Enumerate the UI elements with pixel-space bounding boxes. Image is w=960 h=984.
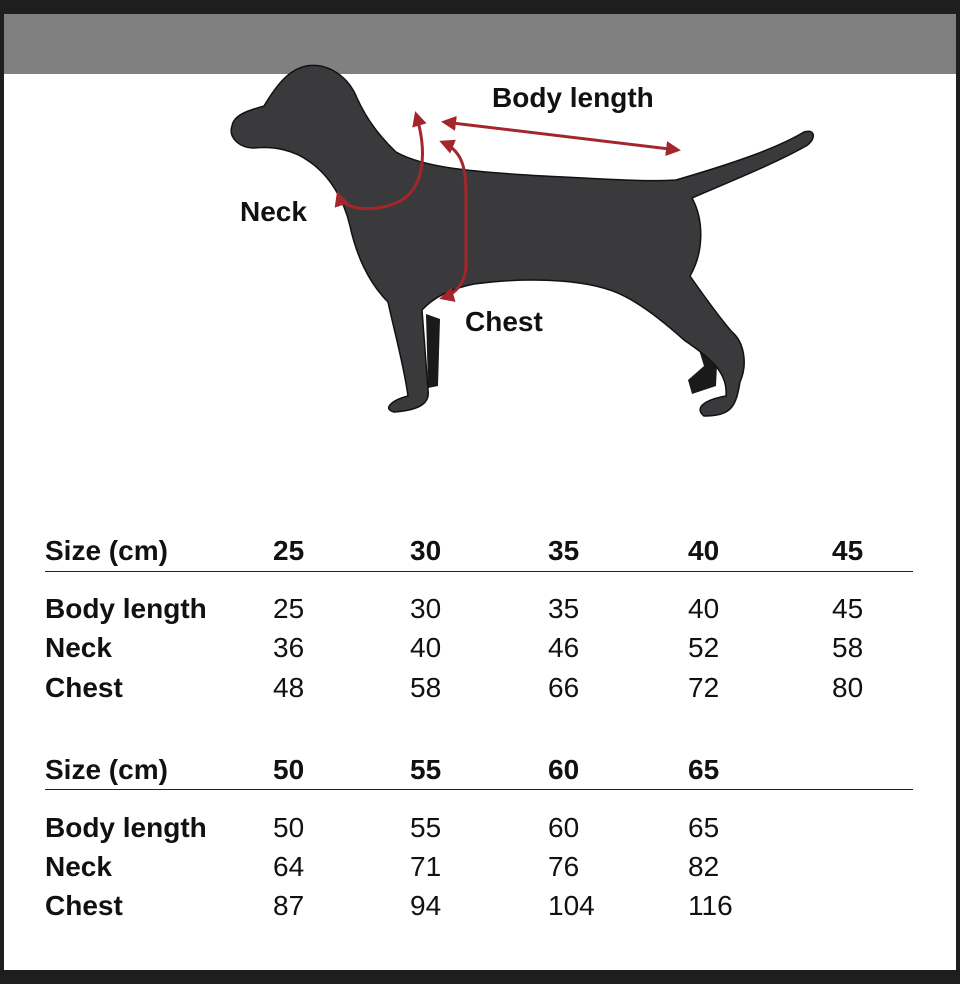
table-cell: 40	[410, 632, 442, 663]
table-cell: 46	[548, 632, 580, 663]
row-label: Neck	[45, 851, 112, 882]
table-cell: 30	[410, 593, 442, 624]
row-label: Body length	[45, 812, 207, 843]
body-length-label: Body length	[492, 82, 654, 113]
table-cell: 104	[548, 890, 595, 921]
size-chart-card	[4, 14, 956, 970]
table-cell: 35	[548, 593, 580, 624]
table-cell: 55	[410, 812, 442, 843]
table-cell: 50	[273, 812, 305, 843]
neck-label: Neck	[240, 196, 307, 227]
table-cell: 58	[410, 672, 442, 703]
table-cell: 58	[832, 632, 864, 663]
table-cell: 45	[832, 593, 864, 624]
row-label: Neck	[45, 632, 112, 663]
table-cell: 64	[273, 851, 305, 882]
size-header-value: 35	[548, 535, 580, 566]
table-row-body-length	[45, 811, 913, 845]
size-header-value: 30	[410, 535, 442, 566]
table-cell: 72	[688, 672, 720, 703]
table-row-neck	[45, 850, 913, 884]
size-header-label: Size (cm)	[45, 754, 168, 785]
table-row-neck	[45, 631, 913, 665]
table-cell: 80	[832, 672, 864, 703]
table-cell: 60	[548, 812, 580, 843]
table-cell: 87	[273, 890, 305, 921]
table-header-row	[45, 534, 913, 568]
size-header-value: 40	[688, 535, 720, 566]
row-label: Body length	[45, 593, 207, 624]
table-cell: 71	[410, 851, 442, 882]
table-cell: 52	[688, 632, 720, 663]
size-header-value: 65	[688, 754, 720, 785]
table-cell: 82	[688, 851, 720, 882]
table-cell: 40	[688, 593, 720, 624]
row-label: Chest	[45, 672, 123, 703]
size-header-value: 50	[273, 754, 305, 785]
table-cell: 66	[548, 672, 580, 703]
size-header-value: 45	[832, 535, 864, 566]
size-header-value: 60	[548, 754, 580, 785]
table-row-body-length	[45, 592, 913, 626]
dog-silhouette	[231, 65, 813, 416]
table-cell: 65	[688, 812, 720, 843]
table-cell: 36	[273, 632, 305, 663]
table-cell: 48	[273, 672, 305, 703]
table-cell: 116	[688, 890, 733, 921]
header-divider	[45, 789, 913, 790]
row-label: Chest	[45, 890, 123, 921]
table-header-row	[45, 753, 913, 787]
table-row-chest	[45, 889, 913, 923]
chest-label: Chest	[465, 306, 543, 337]
header-divider	[45, 571, 913, 572]
body-length-measure-arrow	[444, 122, 678, 150]
table-row-chest	[45, 671, 913, 705]
size-header-label: Size (cm)	[45, 535, 168, 566]
dog-measurement-diagram	[4, 14, 956, 444]
table-cell: 94	[410, 890, 442, 921]
table-cell: 76	[548, 851, 580, 882]
size-header-value: 55	[410, 754, 442, 785]
size-header-value: 25	[273, 535, 305, 566]
table-cell: 25	[273, 593, 305, 624]
